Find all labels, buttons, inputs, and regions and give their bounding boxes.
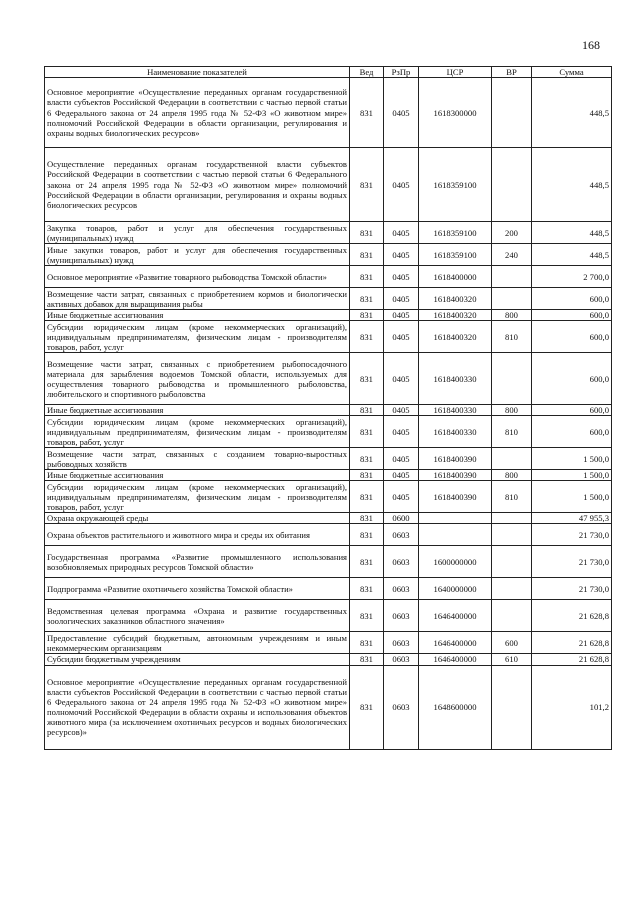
cell-sum: 2 700,0: [532, 266, 612, 288]
header-vr: ВР: [492, 67, 532, 78]
cell-sum: 1 500,0: [532, 481, 612, 513]
cell-rzpr: 0603: [384, 632, 419, 654]
table-row: [45, 288, 612, 310]
cell-ved: 831: [350, 148, 384, 222]
cell-vr: 810: [492, 481, 532, 513]
table-row: [45, 222, 612, 244]
cell-rzpr: 0405: [384, 481, 419, 513]
cell-ved: 831: [350, 578, 384, 600]
table-row: [45, 78, 612, 148]
cell-name: Иные бюджетные ассигнования: [45, 310, 350, 321]
cell-name: Иные бюджетные ассигнования: [45, 470, 350, 481]
cell-vr: [492, 600, 532, 632]
cell-rzpr: 0603: [384, 600, 419, 632]
header-ved: Вед: [350, 67, 384, 78]
cell-vr: [492, 513, 532, 524]
cell-ved: 831: [350, 513, 384, 524]
cell-csr: 1618400320: [419, 288, 492, 310]
header-rzpr: РзПр: [384, 67, 419, 78]
cell-sum: 600,0: [532, 353, 612, 405]
cell-name: Осуществление переданных органам государственной власти субъектов Российской Федерации в соответствии с частью первой статьи 6 Федерального закона от 24 апреля 1995 года № 52-ФЗ «О животном мире» полномочий Российской Федерации в области организации, регулирования и охраны водных биологических ресурсов: [45, 148, 350, 222]
cell-rzpr: 0405: [384, 244, 419, 266]
cell-name: Подпрограмма «Развитие охотничьего хозяйства Томской области»: [45, 578, 350, 600]
cell-vr: [492, 448, 532, 470]
cell-csr: 1618359100: [419, 222, 492, 244]
cell-name: Охрана окружающей среды: [45, 513, 350, 524]
cell-rzpr: 0603: [384, 524, 419, 546]
cell-sum: 21 730,0: [532, 524, 612, 546]
cell-csr: 1618400390: [419, 448, 492, 470]
cell-vr: 200: [492, 222, 532, 244]
cell-csr: 1618300000: [419, 78, 492, 148]
cell-rzpr: 0405: [384, 148, 419, 222]
cell-ved: 831: [350, 288, 384, 310]
table-header: [45, 67, 612, 78]
cell-rzpr: 0405: [384, 448, 419, 470]
cell-csr: 1618400390: [419, 481, 492, 513]
cell-rzpr: 0405: [384, 266, 419, 288]
cell-ved: 831: [350, 665, 384, 749]
cell-name: Закупка товаров, работ и услуг для обеспечения государственных (муниципальных) нужд: [45, 222, 350, 244]
table-row: [45, 416, 612, 448]
cell-ved: 831: [350, 470, 384, 481]
cell-rzpr: 0405: [384, 353, 419, 405]
cell-ved: 831: [350, 266, 384, 288]
cell-vr: [492, 524, 532, 546]
cell-csr: 1618359100: [419, 244, 492, 266]
cell-ved: 831: [350, 310, 384, 321]
cell-csr: 1618400000: [419, 266, 492, 288]
cell-rzpr: 0405: [384, 470, 419, 481]
cell-vr: [492, 665, 532, 749]
cell-vr: 240: [492, 244, 532, 266]
cell-csr: [419, 513, 492, 524]
table-row: [45, 353, 612, 405]
cell-name: Возмещение части затрат, связанных с созданием товарно-выростных рыбоводных хозяйств: [45, 448, 350, 470]
cell-vr: [492, 148, 532, 222]
table-row: [45, 405, 612, 416]
table-row: [45, 600, 612, 632]
cell-sum: 448,5: [532, 78, 612, 148]
header-row: [45, 67, 612, 78]
cell-rzpr: 0603: [384, 578, 419, 600]
cell-name: Субсидии юридическим лицам (кроме некоммерческих организаций), индивидуальным предпринимателям, физическим лицам - производителям товаров, работ, услуг: [45, 416, 350, 448]
cell-sum: 600,0: [532, 310, 612, 321]
cell-sum: 21 730,0: [532, 546, 612, 578]
cell-sum: 21 628,8: [532, 654, 612, 665]
cell-sum: 448,5: [532, 222, 612, 244]
table-body: [45, 78, 612, 749]
page-number: 168: [582, 38, 600, 52]
cell-name: Возмещение части затрат, связанных с приобретением кормов и биологически активных добавок для выращивания рыбы: [45, 288, 350, 310]
cell-ved: 831: [350, 416, 384, 448]
table-row: [45, 654, 612, 665]
cell-sum: 101,2: [532, 665, 612, 749]
cell-csr: 1618400320: [419, 321, 492, 353]
cell-rzpr: 0405: [384, 288, 419, 310]
cell-ved: 831: [350, 546, 384, 578]
cell-ved: 831: [350, 654, 384, 665]
cell-sum: 21 628,8: [532, 600, 612, 632]
cell-sum: 600,0: [532, 288, 612, 310]
cell-vr: [492, 546, 532, 578]
cell-rzpr: 0405: [384, 416, 419, 448]
cell-rzpr: 0405: [384, 310, 419, 321]
cell-sum: 1 500,0: [532, 448, 612, 470]
cell-sum: 600,0: [532, 405, 612, 416]
cell-ved: 831: [350, 222, 384, 244]
cell-vr: [492, 78, 532, 148]
cell-rzpr: 0603: [384, 546, 419, 578]
cell-sum: 448,5: [532, 148, 612, 222]
cell-csr: 1648600000: [419, 665, 492, 749]
cell-name: Возмещение части затрат, связанных с приобретением рыбопосадочного материала для зарыбления водоемов Томской области, используемых для осуществления товарного рыбоводства и промышленного рыболовства, любительского и спортивного рыболовства: [45, 353, 350, 405]
cell-vr: [492, 353, 532, 405]
cell-sum: 21 730,0: [532, 578, 612, 600]
cell-rzpr: 0603: [384, 654, 419, 665]
cell-csr: 1640000000: [419, 578, 492, 600]
cell-name: Основное мероприятие «Осуществление переданных органам государственной власти субъектов Российской Федерации в соответствии с частью первой статьи 6 Федерального закона от 24 апреля 1995 года № 52-ФЗ «О животном мире» полномочий Российской Федерации в области охраны и использования объектов животного мира (за исключением охотничьих ресурсов и водных биологических ресурсов)»: [45, 665, 350, 749]
cell-csr: 1646400000: [419, 632, 492, 654]
cell-sum: 21 628,8: [532, 632, 612, 654]
cell-rzpr: 0405: [384, 78, 419, 148]
table-row: [45, 513, 612, 524]
cell-rzpr: 0600: [384, 513, 419, 524]
cell-vr: 600: [492, 632, 532, 654]
cell-ved: 831: [350, 448, 384, 470]
cell-name: Основное мероприятие «Развитие товарного рыбоводства Томской области»: [45, 266, 350, 288]
cell-csr: [419, 524, 492, 546]
cell-name: Охрана объектов растительного и животного мира и среды их обитания: [45, 524, 350, 546]
cell-vr: 800: [492, 470, 532, 481]
cell-vr: 610: [492, 654, 532, 665]
cell-name: Субсидии бюджетным учреждениям: [45, 654, 350, 665]
cell-vr: 800: [492, 405, 532, 416]
cell-csr: 1600000000: [419, 546, 492, 578]
cell-csr: 1618400390: [419, 470, 492, 481]
cell-vr: 810: [492, 321, 532, 353]
cell-sum: 1 500,0: [532, 470, 612, 481]
table-row: [45, 546, 612, 578]
cell-sum: 600,0: [532, 321, 612, 353]
cell-csr: 1646400000: [419, 654, 492, 665]
table-row: [45, 310, 612, 321]
cell-name: Иные закупки товаров, работ и услуг для обеспечения государственных (муниципальных) нужд: [45, 244, 350, 266]
cell-csr: 1646400000: [419, 600, 492, 632]
table-row: [45, 266, 612, 288]
cell-ved: 831: [350, 481, 384, 513]
cell-csr: 1618400330: [419, 353, 492, 405]
cell-vr: 810: [492, 416, 532, 448]
table-row: [45, 665, 612, 749]
header-csr: ЦСР: [419, 67, 492, 78]
table-row: [45, 524, 612, 546]
cell-csr: 1618400330: [419, 405, 492, 416]
cell-name: Ведомственная целевая программа «Охрана и развитие государственных зоологических заказников областного значения»: [45, 600, 350, 632]
cell-sum: 600,0: [532, 416, 612, 448]
cell-csr: 1618359100: [419, 148, 492, 222]
cell-sum: 448,5: [532, 244, 612, 266]
cell-name: Субсидии юридическим лицам (кроме некоммерческих организаций), индивидуальным предпринимателям, физическим лицам - производителям товаров, работ, услуг: [45, 321, 350, 353]
cell-rzpr: 0405: [384, 321, 419, 353]
cell-ved: 831: [350, 244, 384, 266]
cell-name: Иные бюджетные ассигнования: [45, 405, 350, 416]
table-row: [45, 244, 612, 266]
cell-ved: 831: [350, 632, 384, 654]
table-row: [45, 148, 612, 222]
table-row: [45, 321, 612, 353]
cell-name: Субсидии юридическим лицам (кроме некоммерческих организаций), индивидуальным предпринимателям, физическим лицам - производителям товаров, работ, услуг: [45, 481, 350, 513]
table-row: [45, 578, 612, 600]
table-row: [45, 481, 612, 513]
cell-name: Предоставление субсидий бюджетным, автономным учреждениям и иным некоммерческим организациям: [45, 632, 350, 654]
table-row: [45, 632, 612, 654]
cell-rzpr: 0603: [384, 665, 419, 749]
header-sum: Сумма: [532, 67, 612, 78]
table-row: [45, 470, 612, 481]
cell-rzpr: 0405: [384, 405, 419, 416]
header-name: Наименование показателей: [45, 67, 350, 78]
cell-ved: 831: [350, 78, 384, 148]
cell-ved: 831: [350, 524, 384, 546]
cell-sum: 47 955,3: [532, 513, 612, 524]
cell-csr: 1618400320: [419, 310, 492, 321]
cell-ved: 831: [350, 353, 384, 405]
cell-ved: 831: [350, 321, 384, 353]
cell-name: Основное мероприятие «Осуществление переданных органам государственной власти субъектов Российской Федерации в соответствии с частью первой статьи 6 Федерального закона от 24 апреля 1995 года № 52-ФЗ «О животном мире» полномочий Российской Федерации в области организации, регулирования и охраны водных биологических ресурсов»: [45, 78, 350, 148]
cell-csr: 1618400330: [419, 416, 492, 448]
cell-vr: [492, 266, 532, 288]
table-row: [45, 448, 612, 470]
cell-name: Государственная программа «Развитие промышленного использования возобновляемых природных ресурсов Томской области»: [45, 546, 350, 578]
cell-vr: [492, 288, 532, 310]
cell-rzpr: 0405: [384, 222, 419, 244]
cell-ved: 831: [350, 600, 384, 632]
cell-vr: 800: [492, 310, 532, 321]
cell-vr: [492, 578, 532, 600]
cell-ved: 831: [350, 405, 384, 416]
budget-table: [44, 66, 612, 750]
